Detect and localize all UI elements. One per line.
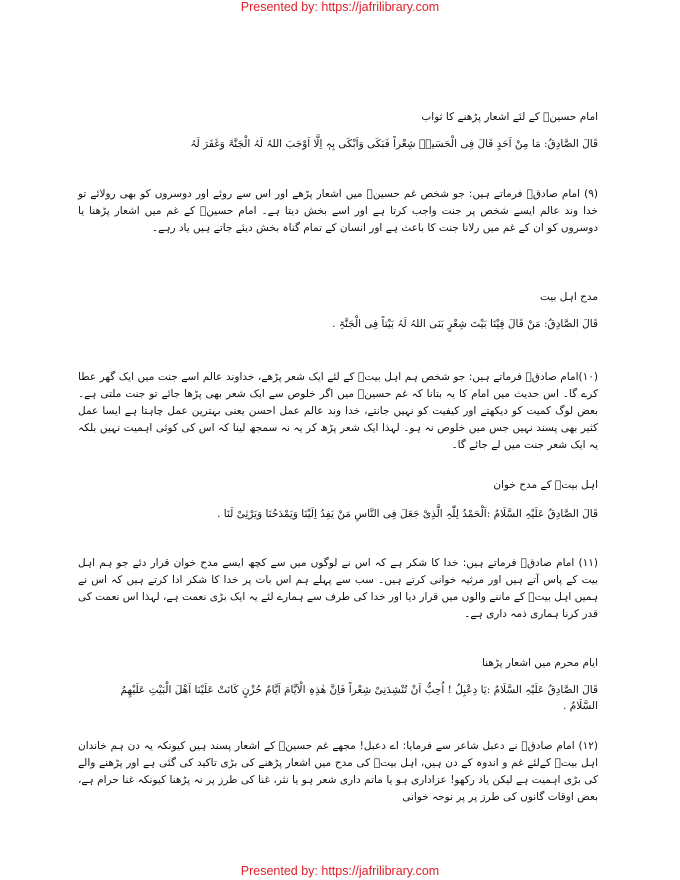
presented-by-banner-top[interactable]: Presented by: https://jafrilibrary.com bbox=[240, 0, 440, 14]
section-heading-3: اہل بیتؑ کے مدح خوان bbox=[493, 479, 598, 491]
paragraph-9: (۹) امام صادقؑ فرماتے ہیں: جو شخص غم حسینؑ میں اشعار پڑھے اور اس سے روئے اور دوسروں کو بھی رولائے تو خدا وند عالم ایسے شخص پر جنت واجب کرتا ہے اور اسے بخش دیتا ہے۔ امام حسینؑ کے غم میں اشعار پڑھنا یا دوسروں کو ان کے غم میں رلانا جنت کا باعث ہے اور انسان کے تمام گناہ بخش دیئے جاتے ہیں یاد رہے۔ bbox=[78, 188, 598, 234]
section-heading-2: مدح اہل بیت bbox=[539, 291, 598, 303]
paragraph-11: (۱۱) امام صادقؑ فرماتے ہیں: خدا کا شکر ہے کہ اس نے لوگوں میں سے کچھ ایسے مدح خوان قرار دئے جو ہم اہل بیت کے پاس آتے ہیں اور مرثیہ خوانی کرتے ہیں۔ سب سے پہلے ہم اس بات پر خدا کا شکر ادا کرتے ہیں کہ اس نے ہمیں اہل بیتؑ کے ماننے والوں میں قرار دیا اور خدا کی طرف سے ہمارے لئے یہ ایک بڑی نعمت ہے، لہذا اس نعمت کی قدر کرنا ہماری ذمہ داری ہے۔ bbox=[78, 557, 598, 620]
arabic-hadith-4: قَالَ الصَّادِقُ عَلَیْہِ السَّلَامُ :یَا دِعْبِلُ ! اُحِبُّ اَنْ تُنْشِدَنِیْ شِعْراً فَاِنَّ ھٰذِہِ الْاَیَّامَ اَیَّامُ حُزْنٍ کَانَتْ عَلَیْنَا اَھْلَ الْبَیْتِ عَلَیْھِمُ السَّلَامُ . bbox=[120, 684, 598, 712]
arabic-hadith-2: قَالَ الصَّادِقُ: مَنْ قَالَ فِیْنَا بَیْتَ شِعْرٍ بَنَی اللہُ لَہُ بَیْتاً فِی الْجَنَّۃِ . bbox=[332, 318, 598, 330]
presented-by-banner-bottom[interactable]: Presented by: https://jafrilibrary.com bbox=[240, 864, 440, 878]
paragraph-10: (۱۰)امام صادقؑ فرماتے ہیں: جو شخص ہم اہل بیتؑ کے لئے ایک شعر پڑھے، خداوند عالم اسے جنت میں ایک گھر عطا کرے گا۔ اس حدیث میں امام کا یہ بتانا کہ غم حسینؑ میں اگر خلوص سے ایک شعر بھی پڑھا جائے تو جنت ملتی ہے۔ بعض لوگ کمیت کو دیکھتے اور کیفیت کو نہیں جانتے، خدا وند عالم عمل احسن یعنی بہترین عمل چاہتا ہے ایسا عمل کثیر بھی پسند نہیں جس میں خلوص نہ ہو۔ لہذا ایک شعر پڑھ کر یہ نہ سمجھ لینا کہ اس کی کوئی اہمیت نہیں بلکہ یہ ایک شعر جنت میں لے جائے گا۔ bbox=[78, 371, 598, 451]
paragraph-12: (۱۲) امام صادقؑ نے دعبل شاعر سے فرمایا: اے دعبل! مجھے غم حسینؑ کے اشعار پسند ہیں کیونکہ یہ دن ہم خاندان اہل بیتؑ کےلئے غم و اندوہ کے دن ہیں، اہل بیتؑ کی مدح میں اشعار پڑھنے کی بڑی تاکید کی گئی ہے اور پڑھنے والے کی بڑی اہمیت ہے لیکن یاد رکھو! عزاداری ہو یا ماتم داری شعر ہو یا نثر، غنا کی طرز پر نہ پڑھنا کیونکہ غنا حرام ہے، بعض اوقات گانوں کی طرز پر پر نوحہ خوانی bbox=[78, 740, 598, 803]
section-heading-4: ایام محرم میں اشعار پڑھنا bbox=[481, 657, 598, 669]
arabic-hadith-1: قَالَ الصَّادِقُ: مَا مِنْ اَحَدٍ قَالَ فِی الْحَسَینؑ شِعْراً فَبَکَی وَاَبْکَی بِہٖ اِلَّا اَوْجَبَ اللہُ لَہُ الْجَنَّۃَ وَغَفَرَ لَہُ bbox=[190, 138, 598, 150]
arabic-hadith-3: قَالَ الصَّادِقُ عَلَیْہِ السَّلَامُ :اَلْحَمْدُ لِلّٰہِ الَّذِیْ جَعَلَ فِی النَّاسِ مَنْ یَفِدُ اِلَیْنَا وَیَمْدَحُنَا وَیَرْثِیْ لَنَا . bbox=[217, 508, 598, 520]
section-heading-1: امام حسینؑ کے لئے اشعار پڑھنے کا ثواب bbox=[421, 111, 598, 123]
